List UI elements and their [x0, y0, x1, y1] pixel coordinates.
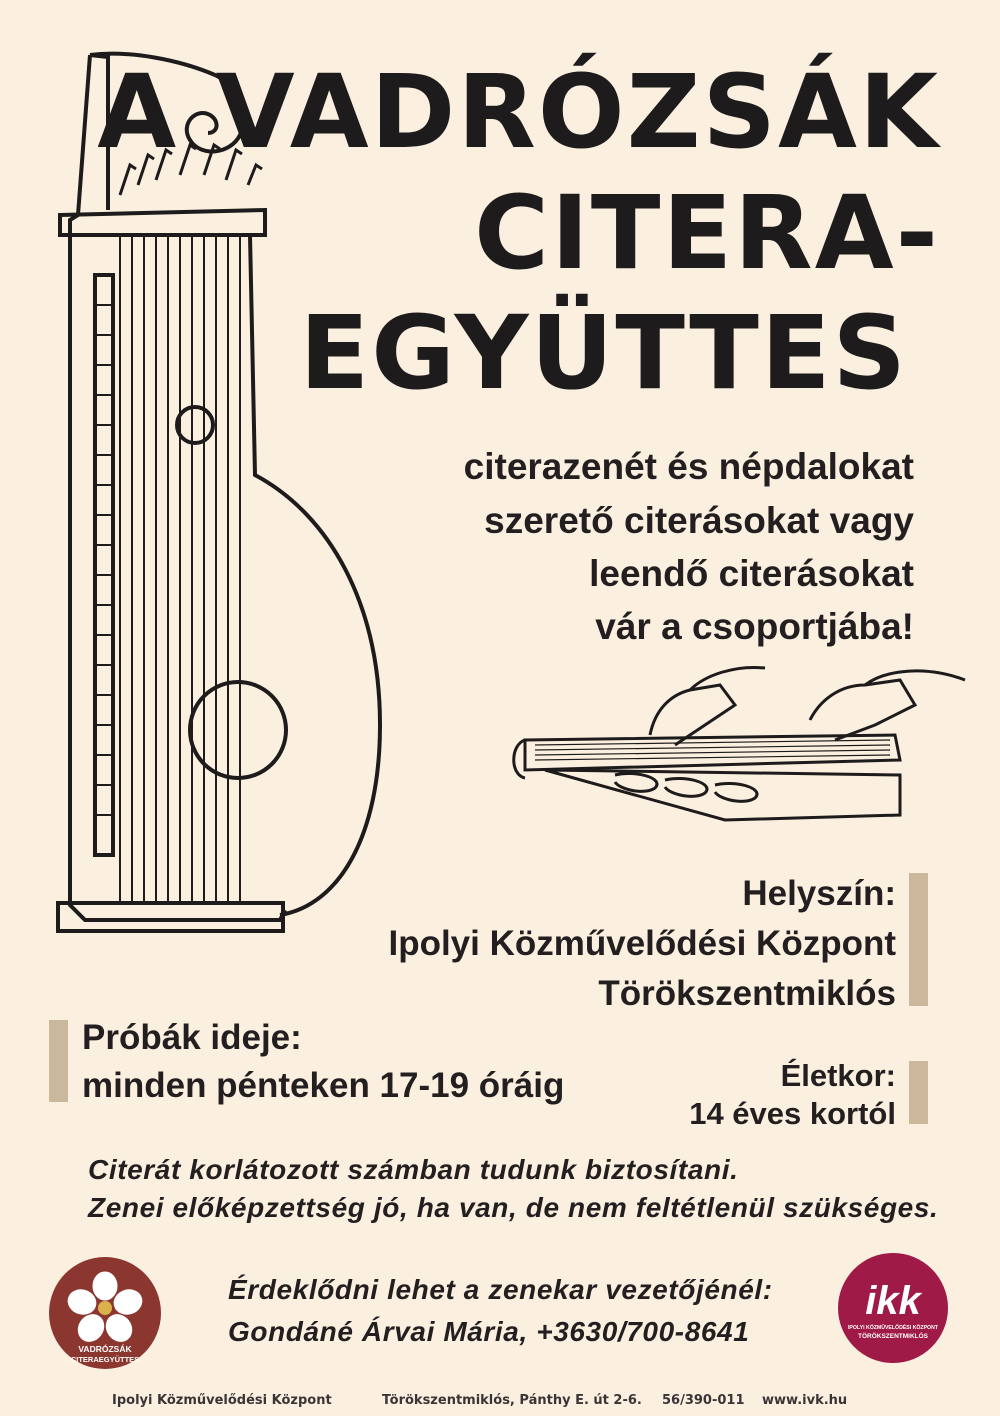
- citera-illustration: [50, 45, 390, 950]
- intro-line-2: szerető citerásokat vagy: [484, 500, 914, 541]
- contact-line-1: Érdeklődni lehet a zenekar vezetőjénél:: [228, 1274, 773, 1305]
- location-accent-bar: [909, 873, 928, 1006]
- footer-phone: 56/390-011: [662, 1393, 745, 1408]
- logo-right-line-2: TÖRÖKSZENTMIKLÓS: [857, 1333, 929, 1340]
- footer-address: Törökszentmiklós, Pánthy E. út 2-6.: [382, 1393, 642, 1408]
- logo-left-line-2: CITERAEGYÜTTES: [70, 1355, 140, 1364]
- rehearsal-accent-bar: [49, 1020, 68, 1102]
- logo-left-line-1: VADRÓZSÁK: [78, 1344, 132, 1354]
- location-venue: Ipolyi Közművelődési Központ: [388, 924, 896, 963]
- title-line-2: CITERA-: [474, 174, 940, 293]
- footer-web: www.ivk.hu: [762, 1393, 848, 1408]
- contact-line-2: Gondáné Árvai Mária, +3630/700-8641: [228, 1316, 750, 1347]
- playing-hands-illustration: [505, 660, 975, 825]
- footer-org: Ipolyi Közművelődési Központ: [112, 1393, 332, 1408]
- vadrozsak-logo: [48, 1256, 162, 1370]
- age-value: 14 éves kortól: [689, 1096, 896, 1131]
- age-accent-bar: [909, 1061, 928, 1124]
- logo-right-main: ikk: [865, 1279, 921, 1323]
- title-line-3: EGYÜTTES: [299, 294, 908, 413]
- intro-line-3: leendő citerásokat: [589, 553, 914, 594]
- location-city: Törökszentmiklós: [598, 974, 896, 1013]
- intro-line-1: citerazenét és népdalokat: [463, 446, 914, 487]
- ikk-logo: [837, 1252, 949, 1364]
- intro-line-4: vár a csoportjába!: [595, 606, 914, 647]
- age-label: Életkor:: [780, 1058, 896, 1093]
- title-line-1: A VADRÓZSÁK: [97, 53, 940, 172]
- note-line-1: Citerát korlátozott számban tudunk biztosítani.: [88, 1154, 739, 1185]
- logo-right-line-1: IPOLYI KÖZMŰVELŐDÉSI KÖZPONT: [847, 1325, 939, 1331]
- rehearsal-time: minden pénteken 17-19 óráig: [82, 1066, 565, 1105]
- rehearsal-label: Próbák ideje:: [82, 1018, 302, 1057]
- location-label: Helyszín:: [742, 874, 896, 913]
- note-line-2: Zenei előképzettség jó, ha van, de nem feltétlenül szükséges.: [88, 1192, 939, 1223]
